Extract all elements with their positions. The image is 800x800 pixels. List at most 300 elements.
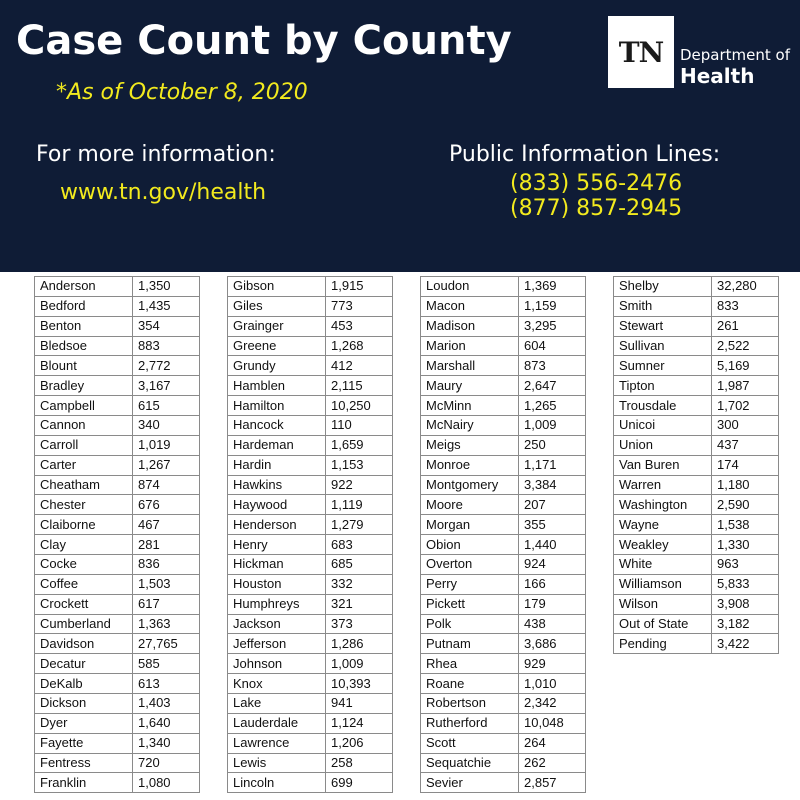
county-name: Carroll (35, 435, 133, 455)
case-count: 110 (326, 416, 393, 436)
case-count: 1,119 (326, 495, 393, 515)
county-name: Hamilton (228, 396, 326, 416)
case-count: 3,384 (519, 475, 586, 495)
county-name: Trousdale (614, 396, 712, 416)
county-name: Blount (35, 356, 133, 376)
county-name: Unicoi (614, 416, 712, 436)
county-name: Henry (228, 535, 326, 555)
logo-health-text: Health (680, 64, 755, 88)
table-row (35, 694, 200, 714)
county-name: Lawrence (228, 733, 326, 753)
county-name: Scott (421, 733, 519, 753)
county-name: Sequatchie (421, 753, 519, 773)
county-name: Loudon (421, 277, 519, 297)
case-count: 2,522 (712, 336, 779, 356)
table-row (421, 694, 586, 714)
case-count: 833 (712, 296, 779, 316)
case-count: 1,180 (712, 475, 779, 495)
table-row (614, 594, 779, 614)
case-count: 179 (519, 594, 586, 614)
case-count: 467 (133, 515, 200, 535)
case-count: 3,182 (712, 614, 779, 634)
table-row (228, 356, 393, 376)
county-name: Maury (421, 376, 519, 396)
tn-logo (608, 16, 674, 88)
county-name: Stewart (614, 316, 712, 336)
case-count: 2,772 (133, 356, 200, 376)
table-row (614, 356, 779, 376)
county-name: Overton (421, 555, 519, 575)
table-row (228, 316, 393, 336)
table-row (35, 515, 200, 535)
case-count: 963 (712, 555, 779, 575)
table-row (421, 654, 586, 674)
county-name: Moore (421, 495, 519, 515)
county-name: Hickman (228, 555, 326, 575)
county-name: Benton (35, 316, 133, 336)
table-row (228, 515, 393, 535)
case-count: 615 (133, 396, 200, 416)
case-count: 332 (326, 574, 393, 594)
case-count: 676 (133, 495, 200, 515)
case-count: 922 (326, 475, 393, 495)
case-count: 773 (326, 296, 393, 316)
public-info-lines-label: Public Information Lines: (449, 142, 721, 167)
table-row (421, 277, 586, 297)
county-name: Chester (35, 495, 133, 515)
case-count: 1,435 (133, 296, 200, 316)
table-row (421, 535, 586, 555)
case-count: 261 (712, 316, 779, 336)
county-name: Shelby (614, 277, 712, 297)
county-name: Henderson (228, 515, 326, 535)
table-row (421, 455, 586, 475)
case-count: 27,765 (133, 634, 200, 654)
tn-logo-abbr: TN (618, 35, 664, 69)
case-count: 1,340 (133, 733, 200, 753)
table-row (421, 713, 586, 733)
table-row (421, 614, 586, 634)
case-count: 836 (133, 555, 200, 575)
county-name: Warren (614, 475, 712, 495)
case-count: 2,115 (326, 376, 393, 396)
county-name: Bradley (35, 376, 133, 396)
table-row (421, 396, 586, 416)
case-count: 1,019 (133, 435, 200, 455)
county-name: Campbell (35, 396, 133, 416)
table-row (228, 535, 393, 555)
table-row (35, 535, 200, 555)
county-name: McMinn (421, 396, 519, 416)
county-name: Jefferson (228, 634, 326, 654)
case-count: 1,171 (519, 455, 586, 475)
case-count: 2,342 (519, 694, 586, 714)
county-name: Rutherford (421, 713, 519, 733)
table-row (35, 356, 200, 376)
table-row (228, 674, 393, 694)
table-row (614, 336, 779, 356)
case-count: 883 (133, 336, 200, 356)
county-name: Hawkins (228, 475, 326, 495)
case-count: 354 (133, 316, 200, 336)
case-count: 3,295 (519, 316, 586, 336)
table-row (614, 555, 779, 575)
table-row (35, 594, 200, 614)
case-count: 10,048 (519, 713, 586, 733)
table-row (228, 694, 393, 714)
county-name: Claiborne (35, 515, 133, 535)
county-name: Grundy (228, 356, 326, 376)
county-name: Cocke (35, 555, 133, 575)
county-name: Hamblen (228, 376, 326, 396)
table-row (421, 773, 586, 793)
table-row (421, 733, 586, 753)
case-count: 166 (519, 574, 586, 594)
county-name: Washington (614, 495, 712, 515)
county-name: Bledsoe (35, 336, 133, 356)
case-count: 340 (133, 416, 200, 436)
table-row (35, 376, 200, 396)
case-count: 604 (519, 336, 586, 356)
county-name: Sumner (614, 356, 712, 376)
case-count: 1,009 (519, 416, 586, 436)
case-count: 1,440 (519, 535, 586, 555)
county-name: Polk (421, 614, 519, 634)
table-row (35, 614, 200, 634)
county-table-column-3 (420, 276, 586, 793)
case-count: 10,250 (326, 396, 393, 416)
table-row (35, 634, 200, 654)
table-row (35, 753, 200, 773)
county-name: Meigs (421, 435, 519, 455)
page-title: Case Count by County (16, 18, 512, 64)
county-name: Carter (35, 455, 133, 475)
logo-department-text: Department of (680, 46, 790, 64)
county-table-column-4 (613, 276, 779, 654)
county-name: Wilson (614, 594, 712, 614)
case-count: 1,265 (519, 396, 586, 416)
case-count: 1,659 (326, 435, 393, 455)
county-name: Fayette (35, 733, 133, 753)
table-row (35, 574, 200, 594)
case-count: 264 (519, 733, 586, 753)
case-count: 1,915 (326, 277, 393, 297)
county-name: Madison (421, 316, 519, 336)
county-name: Macon (421, 296, 519, 316)
case-count: 300 (712, 416, 779, 436)
county-name: Monroe (421, 455, 519, 475)
table-row (228, 574, 393, 594)
county-name: Rhea (421, 654, 519, 674)
county-name: Montgomery (421, 475, 519, 495)
case-count: 3,167 (133, 376, 200, 396)
county-name: Lewis (228, 753, 326, 773)
table-row (614, 475, 779, 495)
case-count: 453 (326, 316, 393, 336)
table-row (614, 515, 779, 535)
table-row (35, 674, 200, 694)
case-count: 1,009 (326, 654, 393, 674)
table-row (614, 435, 779, 455)
table-row (421, 634, 586, 654)
case-count: 874 (133, 475, 200, 495)
county-name: Out of State (614, 614, 712, 634)
table-row (421, 376, 586, 396)
case-count: 1,538 (712, 515, 779, 535)
table-row (228, 733, 393, 753)
case-count: 1,124 (326, 713, 393, 733)
table-row (614, 416, 779, 436)
table-row (614, 535, 779, 555)
table-row (35, 713, 200, 733)
county-name: Lake (228, 694, 326, 714)
case-count: 262 (519, 753, 586, 773)
case-count: 2,590 (712, 495, 779, 515)
table-row (614, 277, 779, 297)
table-row (35, 336, 200, 356)
case-count: 1,702 (712, 396, 779, 416)
county-name: Wayne (614, 515, 712, 535)
table-row (421, 435, 586, 455)
case-count: 5,833 (712, 574, 779, 594)
table-row (421, 336, 586, 356)
county-name: Smith (614, 296, 712, 316)
county-name: Obion (421, 535, 519, 555)
county-name: Bedford (35, 296, 133, 316)
table-row (421, 316, 586, 336)
case-count: 1,403 (133, 694, 200, 714)
table-row (228, 416, 393, 436)
county-name: Hardeman (228, 435, 326, 455)
county-name: Cannon (35, 416, 133, 436)
case-count: 720 (133, 753, 200, 773)
table-row (421, 574, 586, 594)
table-row (614, 614, 779, 634)
county-name: Sevier (421, 773, 519, 793)
county-name: Putnam (421, 634, 519, 654)
table-row (421, 753, 586, 773)
county-name: Humphreys (228, 594, 326, 614)
table-row (228, 713, 393, 733)
table-row (228, 773, 393, 793)
table-row (228, 654, 393, 674)
county-name: Lincoln (228, 773, 326, 793)
case-count: 585 (133, 654, 200, 674)
case-count: 5,169 (712, 356, 779, 376)
case-count: 1,153 (326, 455, 393, 475)
county-name: Pending (614, 634, 712, 654)
table-row (35, 654, 200, 674)
county-name: Dickson (35, 694, 133, 714)
county-name: Johnson (228, 654, 326, 674)
county-name: Giles (228, 296, 326, 316)
table-row (35, 416, 200, 436)
table-row (35, 296, 200, 316)
case-count: 685 (326, 555, 393, 575)
table-row (228, 475, 393, 495)
case-count: 1,640 (133, 713, 200, 733)
table-row (228, 336, 393, 356)
case-count: 873 (519, 356, 586, 376)
case-count: 1,279 (326, 515, 393, 535)
county-name: Lauderdale (228, 713, 326, 733)
case-count: 929 (519, 654, 586, 674)
case-count: 941 (326, 694, 393, 714)
case-count: 438 (519, 614, 586, 634)
county-name: Greene (228, 336, 326, 356)
case-count: 1,987 (712, 376, 779, 396)
county-name: McNairy (421, 416, 519, 436)
case-count: 1,268 (326, 336, 393, 356)
county-name: Davidson (35, 634, 133, 654)
case-count: 1,159 (519, 296, 586, 316)
case-count: 699 (326, 773, 393, 793)
county-name: Gibson (228, 277, 326, 297)
table-row (614, 296, 779, 316)
county-name: Franklin (35, 773, 133, 793)
table-row (35, 773, 200, 793)
case-count: 617 (133, 594, 200, 614)
county-name: Union (614, 435, 712, 455)
case-count: 1,267 (133, 455, 200, 475)
case-count: 1,503 (133, 574, 200, 594)
table-row (35, 396, 200, 416)
table-row (614, 574, 779, 594)
county-name: Cumberland (35, 614, 133, 634)
case-count: 373 (326, 614, 393, 634)
county-name: Tipton (614, 376, 712, 396)
county-name: Fentress (35, 753, 133, 773)
table-row (421, 416, 586, 436)
case-count: 437 (712, 435, 779, 455)
table-row (228, 455, 393, 475)
case-count: 1,010 (519, 674, 586, 694)
county-name: Decatur (35, 654, 133, 674)
table-row (35, 316, 200, 336)
table-row (35, 495, 200, 515)
table-row (614, 495, 779, 515)
county-name: Pickett (421, 594, 519, 614)
case-count: 355 (519, 515, 586, 535)
county-name: Knox (228, 674, 326, 694)
case-count: 1,350 (133, 277, 200, 297)
phone-number-1[interactable]: (833) 556-2476 (510, 171, 683, 196)
table-row (35, 555, 200, 575)
case-count: 613 (133, 674, 200, 694)
table-row (228, 296, 393, 316)
table-row (35, 733, 200, 753)
table-row (228, 753, 393, 773)
case-count: 281 (133, 535, 200, 555)
table-row (421, 475, 586, 495)
county-name: Robertson (421, 694, 519, 714)
county-name: Hancock (228, 416, 326, 436)
case-count: 1,330 (712, 535, 779, 555)
table-row (35, 455, 200, 475)
table-row (228, 594, 393, 614)
case-count: 1,363 (133, 614, 200, 634)
case-count: 3,686 (519, 634, 586, 654)
case-count: 924 (519, 555, 586, 575)
county-name: Grainger (228, 316, 326, 336)
case-count: 250 (519, 435, 586, 455)
more-info-label: For more information: (36, 142, 276, 167)
case-count: 3,908 (712, 594, 779, 614)
table-row (421, 356, 586, 376)
county-name: White (614, 555, 712, 575)
table-row (228, 396, 393, 416)
table-row (421, 296, 586, 316)
county-name: DeKalb (35, 674, 133, 694)
county-table-column-1 (34, 276, 200, 793)
as-of-date: *As of October 8, 2020 (56, 80, 308, 105)
county-name: Jackson (228, 614, 326, 634)
county-name: Perry (421, 574, 519, 594)
table-row (614, 376, 779, 396)
case-count: 1,206 (326, 733, 393, 753)
case-count: 3,422 (712, 634, 779, 654)
case-count: 174 (712, 455, 779, 475)
table-row (421, 515, 586, 535)
county-name: Haywood (228, 495, 326, 515)
table-row (228, 376, 393, 396)
table-row (228, 555, 393, 575)
table-row (614, 634, 779, 654)
county-name: Houston (228, 574, 326, 594)
county-name: Anderson (35, 277, 133, 297)
table-row (35, 475, 200, 495)
case-count: 1,369 (519, 277, 586, 297)
website-link[interactable]: www.tn.gov/health (60, 180, 267, 205)
case-count: 1,080 (133, 773, 200, 793)
table-row (35, 435, 200, 455)
phone-number-2[interactable]: (877) 857-2945 (510, 196, 683, 221)
table-row (421, 555, 586, 575)
case-count: 32,280 (712, 277, 779, 297)
case-count: 10,393 (326, 674, 393, 694)
table-row (421, 674, 586, 694)
county-table-column-2 (227, 276, 393, 793)
case-count: 683 (326, 535, 393, 555)
case-count: 2,857 (519, 773, 586, 793)
county-name: Roane (421, 674, 519, 694)
county-name: Williamson (614, 574, 712, 594)
case-count: 1,286 (326, 634, 393, 654)
case-count: 321 (326, 594, 393, 614)
table-row (614, 396, 779, 416)
table-row (228, 634, 393, 654)
table-row (228, 435, 393, 455)
table-row (228, 614, 393, 634)
table-row (614, 316, 779, 336)
county-name: Dyer (35, 713, 133, 733)
case-count: 412 (326, 356, 393, 376)
case-count: 2,647 (519, 376, 586, 396)
county-name: Cheatham (35, 475, 133, 495)
header-banner (0, 0, 800, 272)
table-row (228, 277, 393, 297)
table-row (614, 455, 779, 475)
county-name: Sullivan (614, 336, 712, 356)
table-row (228, 495, 393, 515)
county-name: Van Buren (614, 455, 712, 475)
table-row (35, 277, 200, 297)
county-name: Coffee (35, 574, 133, 594)
county-name: Morgan (421, 515, 519, 535)
county-name: Crockett (35, 594, 133, 614)
county-name: Marshall (421, 356, 519, 376)
county-name: Weakley (614, 535, 712, 555)
